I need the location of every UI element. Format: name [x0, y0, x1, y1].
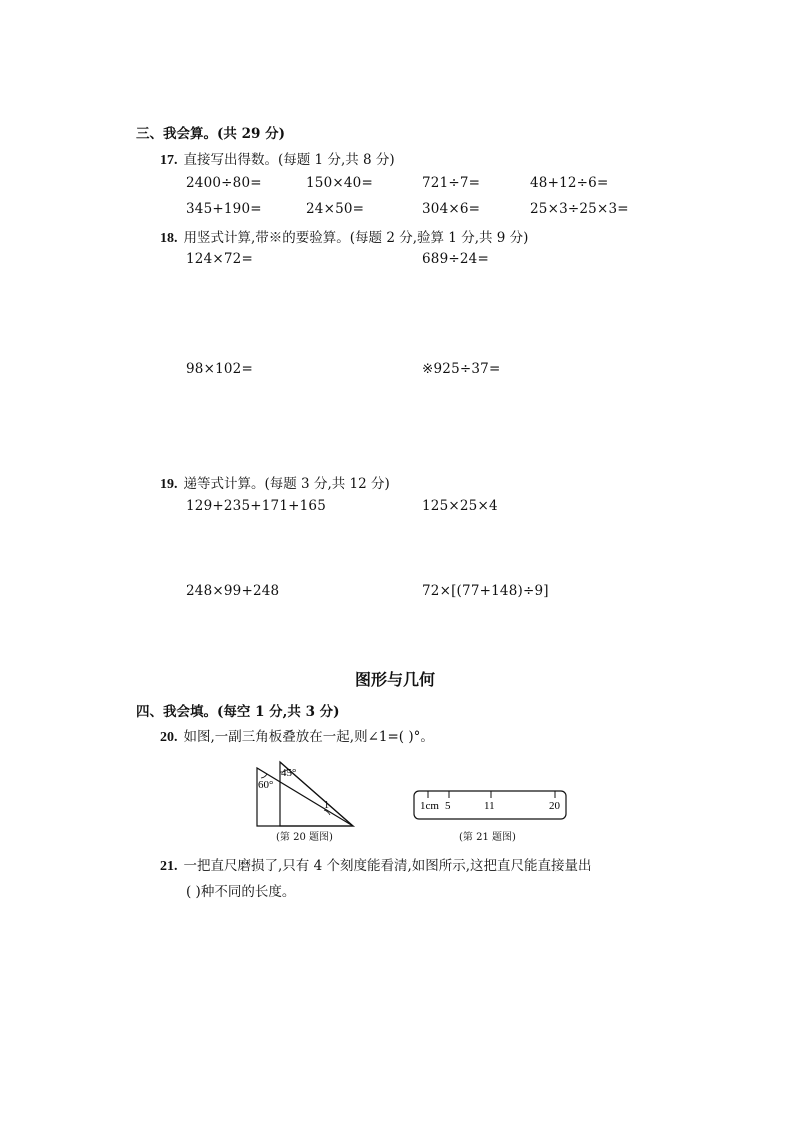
q17-item-7: 304×6= [422, 201, 481, 217]
figure-21-ruler [412, 789, 568, 823]
q17-item-2: 150×40= [306, 175, 373, 191]
question-19 [160, 472, 390, 493]
question-17-number: 17. [160, 153, 178, 168]
q19-item-1: 129+235+171+165 [186, 498, 327, 514]
triangle-30-60-90 [257, 768, 353, 826]
question-18-number: 18. [160, 231, 178, 246]
q18-item-1: 124×72= [186, 251, 253, 267]
q17-item-6: 24×50= [306, 201, 365, 217]
question-18 [160, 226, 528, 247]
q18-item-3: 98×102= [186, 361, 253, 377]
ruler-label-1cm: 1cm [420, 800, 439, 812]
q19-item-3: 248×99+248 [186, 583, 280, 599]
question-20-text: 如图,一副三角板叠放在一起,则∠1=( )°。 [183, 729, 434, 745]
section-3-heading: 三、我会算。(共 29 分) [136, 126, 285, 142]
figure-20-triangles [250, 758, 365, 830]
q17-item-4: 48+12÷6= [530, 175, 609, 191]
section-4-heading: 四、我会填。(每空 1 分,共 3 分) [136, 704, 340, 720]
geometry-section-title: 图形与几何 [355, 670, 436, 689]
ruler-label-20: 20 [549, 800, 560, 812]
ruler-label-5: 5 [445, 800, 451, 812]
figure-20-caption: (第 20 题图) [276, 832, 333, 843]
q19-item-4: 72×[(77+148)÷9] [422, 583, 549, 599]
question-17 [160, 148, 395, 169]
q17-item-8: 25×3÷25×3= [530, 201, 629, 217]
q17-item-1: 2400÷80= [186, 175, 262, 191]
question-19-number: 19. [160, 477, 178, 492]
q18-item-2: 689÷24= [422, 251, 489, 267]
figure-21-caption: (第 21 题图) [459, 832, 516, 843]
question-21-text-line-2: ( )种不同的长度。 [186, 884, 296, 900]
angle-60-label: 60° [258, 779, 274, 791]
q19-item-2: 125×25×4 [422, 498, 498, 514]
q17-item-5: 345+190= [186, 201, 262, 217]
ruler-label-11: 11 [484, 800, 495, 812]
question-21-text-line-1: 一把直尺磨损了,只有 4 个刻度能看清,如图所示,这把直尺能直接量出 [183, 858, 592, 874]
question-17-text: 直接写出得数。(每题 1 分,共 8 分) [183, 152, 395, 168]
q18-item-4: ※925÷37= [422, 361, 501, 377]
question-21 [160, 854, 592, 875]
question-20-number: 20. [160, 730, 178, 745]
question-19-text: 递等式计算。(每题 3 分,共 12 分) [183, 476, 390, 492]
question-18-text: 用竖式计算,带※的要验算。(每题 2 分,验算 1 分,共 9 分) [183, 230, 529, 246]
angle-45-label: 45° [281, 767, 297, 779]
angle-60-arc [261, 774, 267, 778]
question-21-number: 21. [160, 859, 178, 874]
question-20 [160, 725, 434, 746]
q17-item-3: 721÷7= [422, 175, 481, 191]
angle-1-label: 1 [324, 800, 329, 811]
